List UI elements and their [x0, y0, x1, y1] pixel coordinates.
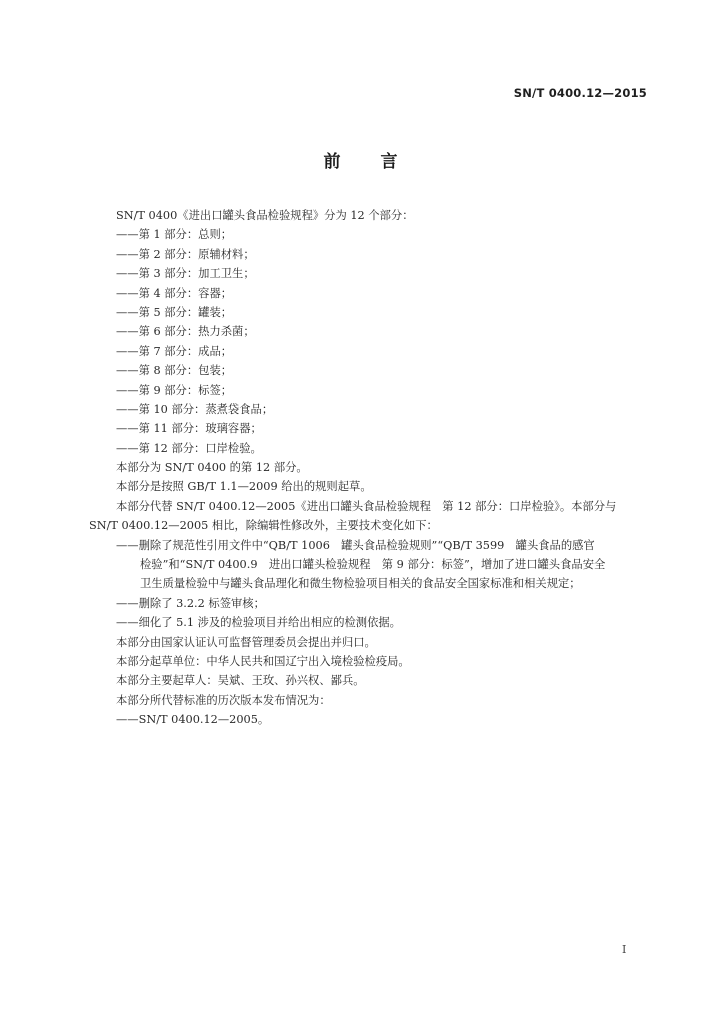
part-list-item: ——第 5 部分：罐装； [116, 305, 233, 319]
part-list-item: ——第 9 部分：标签； [116, 383, 233, 397]
foreword-body [0, 206, 721, 730]
foreword-heading [0, 147, 721, 172]
paragraph: 本部分起草单位：中华人民共和国辽宁出入境检验检疫局。 [116, 654, 410, 668]
part-list-item: ——第 12 部分：口岸检验。 [116, 441, 262, 455]
paragraph: 本部分为 SN/T 0400 的第 12 部分。 [116, 461, 308, 475]
part-list-item: ——第 6 部分：热力杀菌； [116, 325, 255, 339]
paragraph: 本部分是按照 GB/T 1.1—2009 给出的规则起草。 [116, 480, 372, 494]
part-list-item: ——第 8 部分：包装； [116, 364, 233, 378]
change-list-item: ——删除了 3.2.2 标签审核； [116, 596, 265, 610]
part-list-item: ——第 3 部分：加工卫生； [116, 267, 255, 281]
page-number: I [622, 943, 627, 956]
change-list-item-continuation: 检验”和“SN/T 0400.9 进出口罐头检验规程 第 9 部分：标签”，增加了进口罐头食品安全 [140, 558, 606, 572]
change-list-item: ——删除了规范性引用文件中“QB/T 1006 罐头食品检验规则”“QB/T 3599 罐头食品的感官 [116, 538, 595, 552]
part-list-item: ——第 10 部分：蒸煮袋食品； [116, 402, 274, 416]
part-list-item: ——第 2 部分：原辅材料； [116, 247, 255, 261]
paragraph: 本部分所代替标准的历次版本发布情况为： [116, 693, 331, 707]
previous-edition-item: ——SN/T 0400.12—2005。 [116, 713, 270, 727]
part-list-item: ——第 1 部分：总则； [116, 228, 233, 242]
change-list-item: ——细化了 5.1 涉及的检验项目并给出相应的检测依据。 [116, 616, 401, 630]
paragraph-continuation: SN/T 0400.12—2005 相比，除编辑性修改外，主要技术变化如下： [89, 519, 438, 533]
paragraph: 本部分主要起草人：吴斌、王玫、孙兴权、鄙兵。 [116, 674, 365, 688]
paragraph: 本部分代替 SN/T 0400.12—2005《进出口罐头食品检验规程 第 12 部分：口岸检验》。本部分与 [116, 499, 617, 513]
paragraph: 本部分由国家认证认可监督管理委员会提出并归口。 [116, 635, 376, 649]
heading-char-2: 言 [380, 152, 398, 172]
heading-char-1: 前 [323, 152, 341, 172]
part-list-item: ——第 7 部分：成品； [116, 344, 233, 358]
change-list-item-continuation: 卫生质量检验中与罐头食品理化和微生物检验项目相关的食品安全国家标准和相关规定； [140, 577, 581, 591]
intro-paragraph: SN/T 0400《进出口罐头食品检验规程》分为 12 个部分： [116, 209, 414, 222]
part-list-item: ——第 4 部分：容器； [116, 286, 233, 300]
part-list-item: ——第 11 部分：玻璃容器； [116, 422, 262, 436]
standard-code: SN/T 0400.12—2015 [513, 86, 647, 100]
